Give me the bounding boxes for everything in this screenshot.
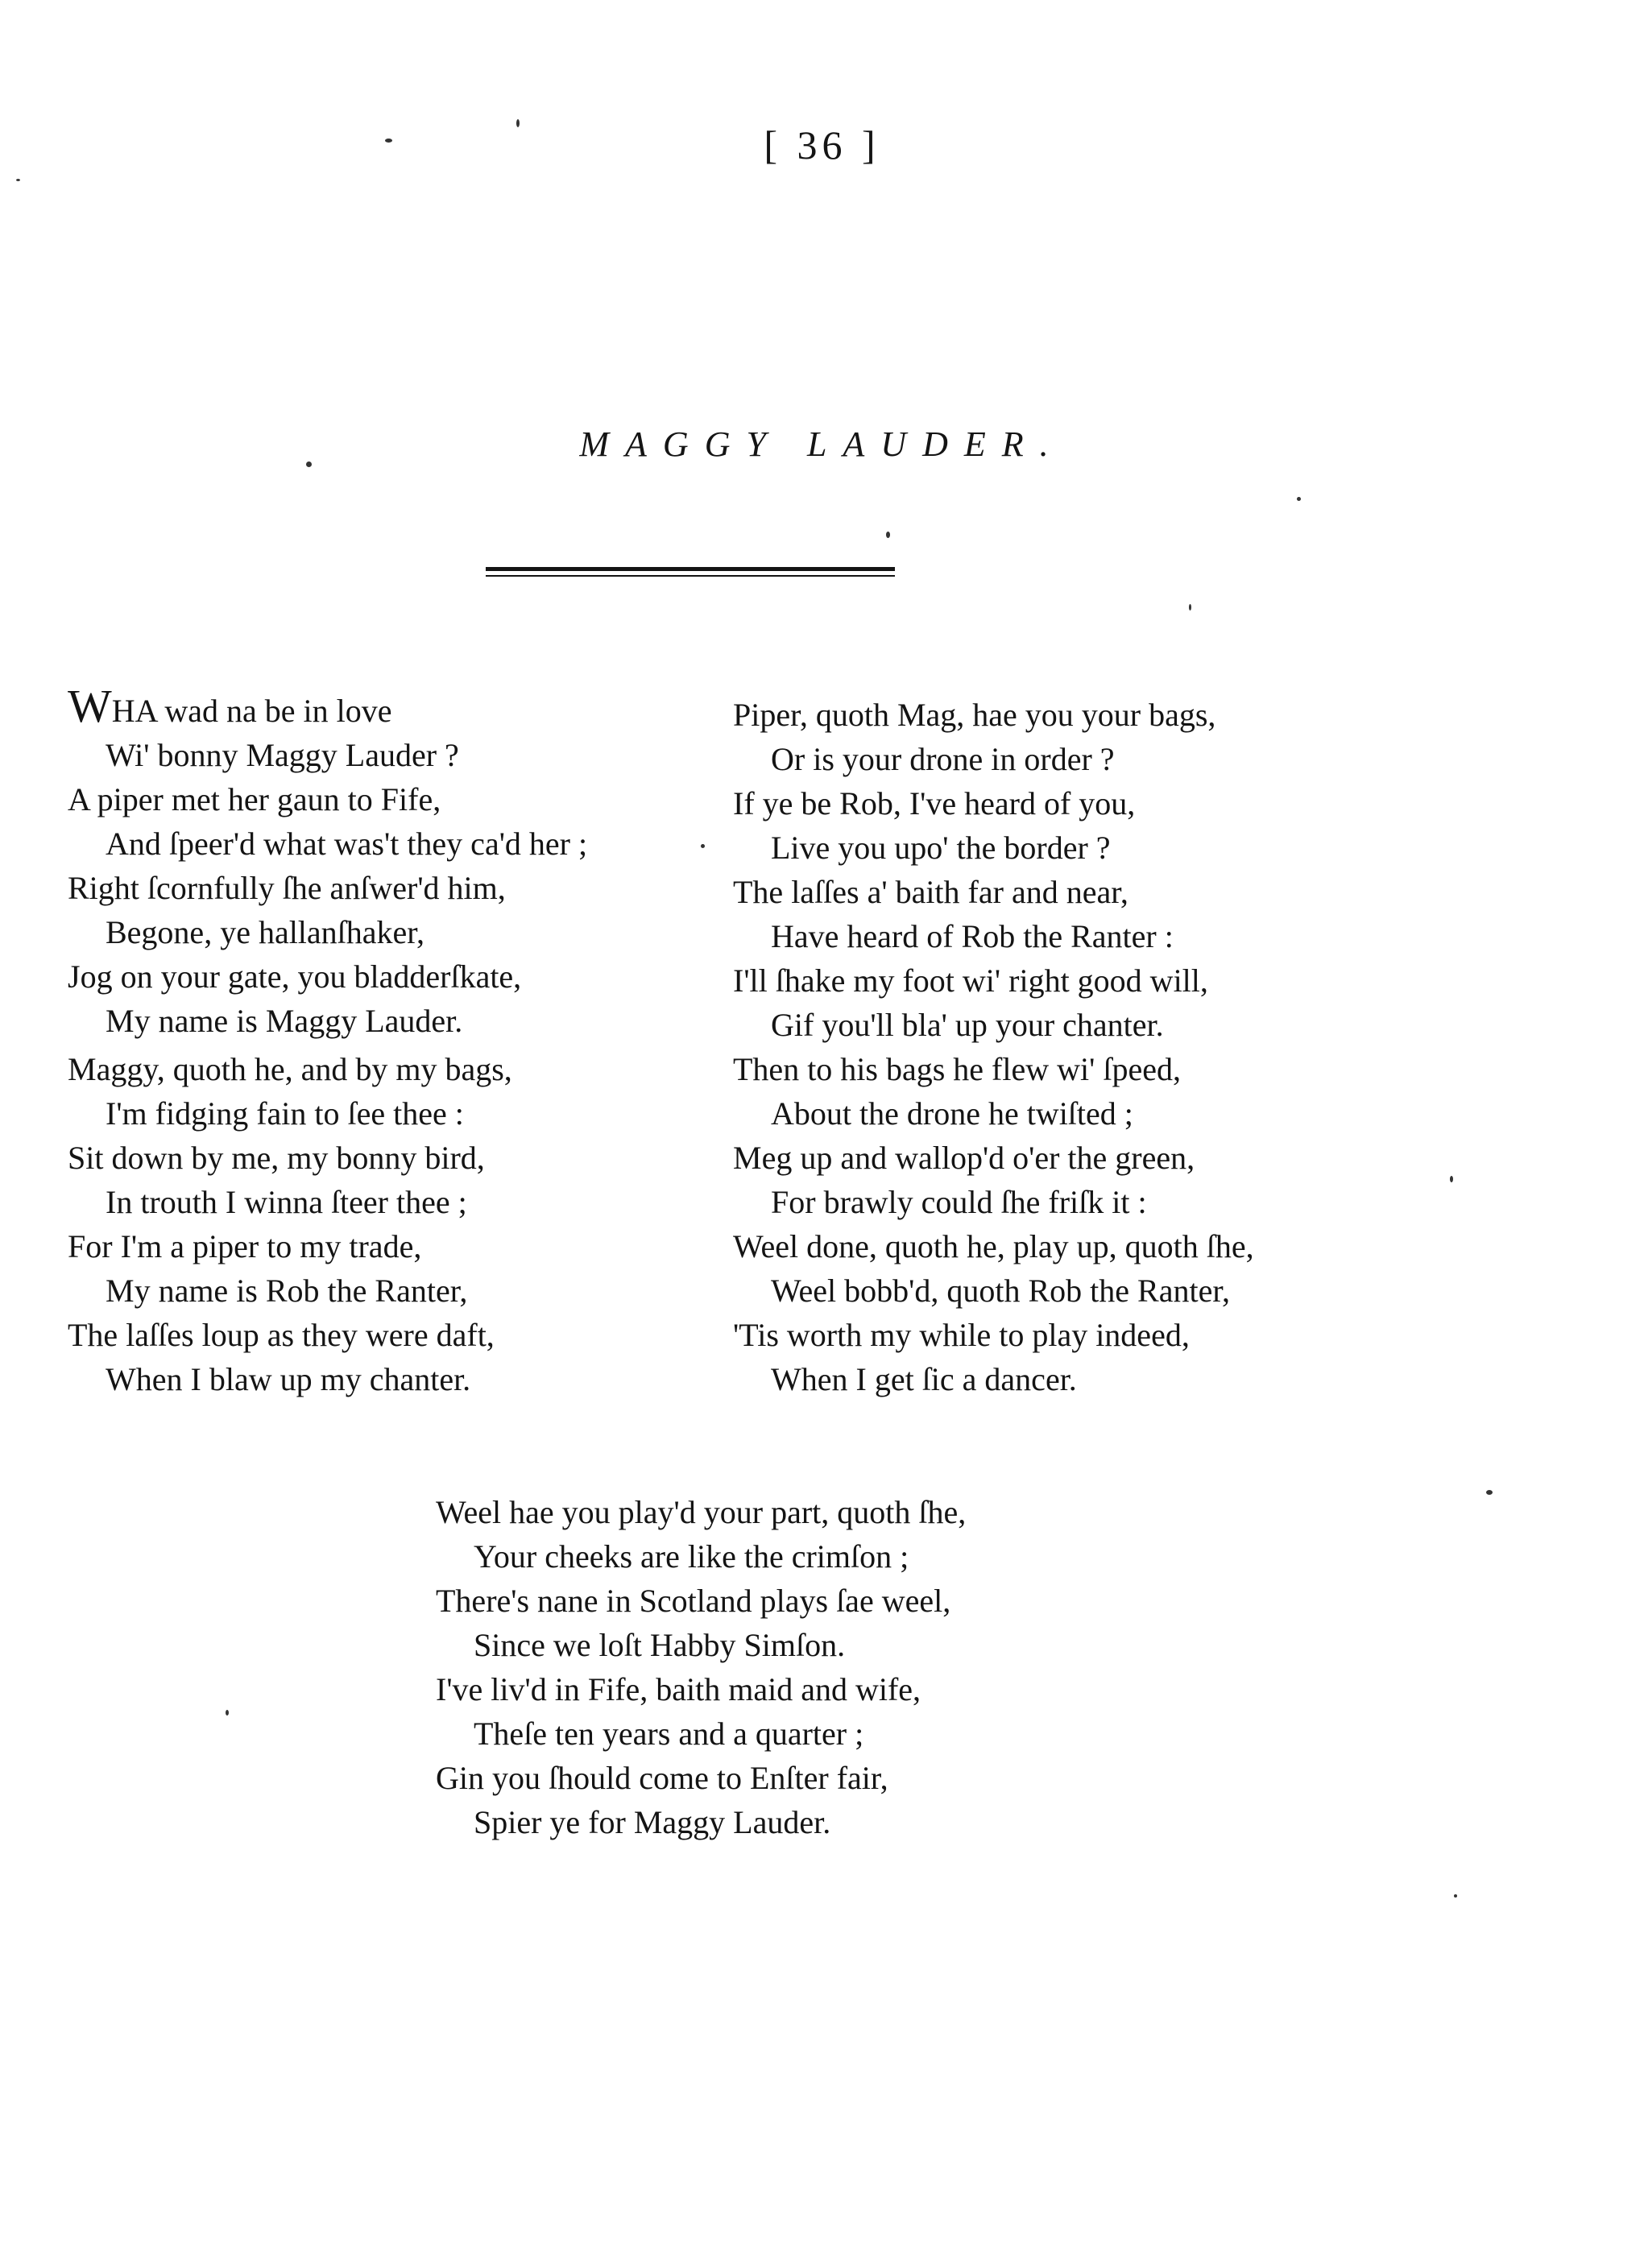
stanza-line: My name is Maggy Lauder.	[106, 1003, 463, 1039]
stanza-line: For I'm a piper to my trade,	[68, 1228, 422, 1264]
stanza-line: Have heard of Rob the Ranter :	[771, 918, 1174, 954]
first-line-text: HA wad na be in love	[111, 693, 392, 729]
stanza-line: Piper, quoth Mag, hae you your bags,	[733, 697, 1216, 733]
stanza-line: If ye be Rob, I've heard of you,	[733, 785, 1136, 822]
stanza-line: Meg up and wallop'd o'er the green,	[733, 1140, 1195, 1176]
drop-cap: W	[68, 680, 112, 732]
scan-speck	[701, 844, 705, 848]
stanza-line: Sit down by me, my bonny bird,	[68, 1140, 485, 1176]
scan-speck	[226, 1710, 229, 1715]
stanza-line: Begone, ye hallanſhaker,	[106, 914, 425, 950]
scan-speck	[886, 532, 890, 538]
stanza-line: Right ſcornfully ſhe anſwer'd him,	[68, 870, 506, 906]
scan-speck	[306, 461, 312, 467]
title-rule-thin	[486, 575, 895, 577]
stanza-line: Live you upo' the border ?	[771, 830, 1111, 866]
stanza-4	[733, 1047, 1254, 1401]
stanza-line: A piper met her gaun to Fife,	[68, 781, 441, 817]
stanza-line: When I get ſic a dancer.	[771, 1361, 1077, 1397]
scan-speck	[16, 179, 20, 181]
stanza-line: Gif you'll bla' up your chanter.	[771, 1007, 1164, 1043]
stanza-line: 'Tis worth my while to play indeed,	[733, 1317, 1190, 1353]
stanza-line: Maggy, quoth he, and by my bags,	[68, 1051, 512, 1087]
stanza-3	[733, 693, 1215, 1047]
stanza-line: In trouth I winna ſteer thee ;	[106, 1184, 467, 1220]
stanza-line: The laſſes loup as they were daft,	[68, 1317, 495, 1353]
stanza-line	[68, 680, 587, 733]
stanza-line: There's nane in Scotland plays ſae weel,	[436, 1583, 951, 1619]
stanza-line: And ſpeer'd what was't they ca'd her ;	[106, 826, 588, 862]
scan-speck	[1486, 1490, 1493, 1495]
stanza-line: About the drone he twiſted ;	[771, 1095, 1133, 1132]
stanza-line: Wi' bonny Maggy Lauder ?	[106, 737, 459, 773]
stanza-line: My name is Rob the Ranter,	[106, 1273, 468, 1309]
page-number: [ 36 ]	[764, 122, 880, 168]
stanza-1	[68, 680, 588, 1043]
stanza-2	[68, 1047, 512, 1401]
stanza-line: Your cheeks are like the crimſon ;	[474, 1538, 909, 1575]
scan-speck	[516, 119, 520, 127]
stanza-line: I've liv'd in Fife, baith maid and wife,	[436, 1671, 921, 1707]
stanza-line: Then to his bags he flew wi' ſpeed,	[733, 1051, 1181, 1087]
title-double-rule	[486, 567, 895, 577]
stanza-line: Weel bobb'd, quoth Rob the Ranter,	[771, 1273, 1231, 1309]
title-rule-thick	[486, 567, 895, 571]
stanza-line: Weel done, quoth he, play up, quoth ſhe,	[733, 1228, 1254, 1264]
stanza-line: Since we loſt Habby Simſon.	[474, 1627, 846, 1663]
stanza-line: Weel hae you play'd your part, quoth ſhe,	[436, 1494, 967, 1530]
stanza-line: Spier ye for Maggy Lauder.	[474, 1804, 831, 1840]
stanza-line: For brawly could ſhe friſk it :	[771, 1184, 1147, 1220]
stanza-line: Or is your drone in order ?	[771, 741, 1115, 777]
scan-speck	[1189, 604, 1191, 610]
stanza-5	[436, 1490, 966, 1844]
stanza-line: Theſe ten years and a quarter ;	[474, 1715, 864, 1752]
scan-speck	[1454, 1894, 1457, 1898]
scan-speck	[385, 139, 392, 143]
stanza-line: Jog on your gate, you bladderſkate,	[68, 958, 522, 995]
poem-title: MAGGY LAUDER.	[579, 424, 1065, 464]
stanza-line: The laſſes a' baith far and near,	[733, 874, 1128, 910]
scan-speck	[1450, 1176, 1453, 1182]
stanza-line: I'll ſhake my foot wi' right good will,	[733, 962, 1208, 999]
stanza-line: When I blaw up my chanter.	[106, 1361, 471, 1397]
stanza-line: I'm fidging fain to ſee thee :	[106, 1095, 464, 1132]
stanza-line: Gin you ſhould come to Enſter fair,	[436, 1760, 888, 1796]
scan-speck	[1297, 497, 1301, 501]
